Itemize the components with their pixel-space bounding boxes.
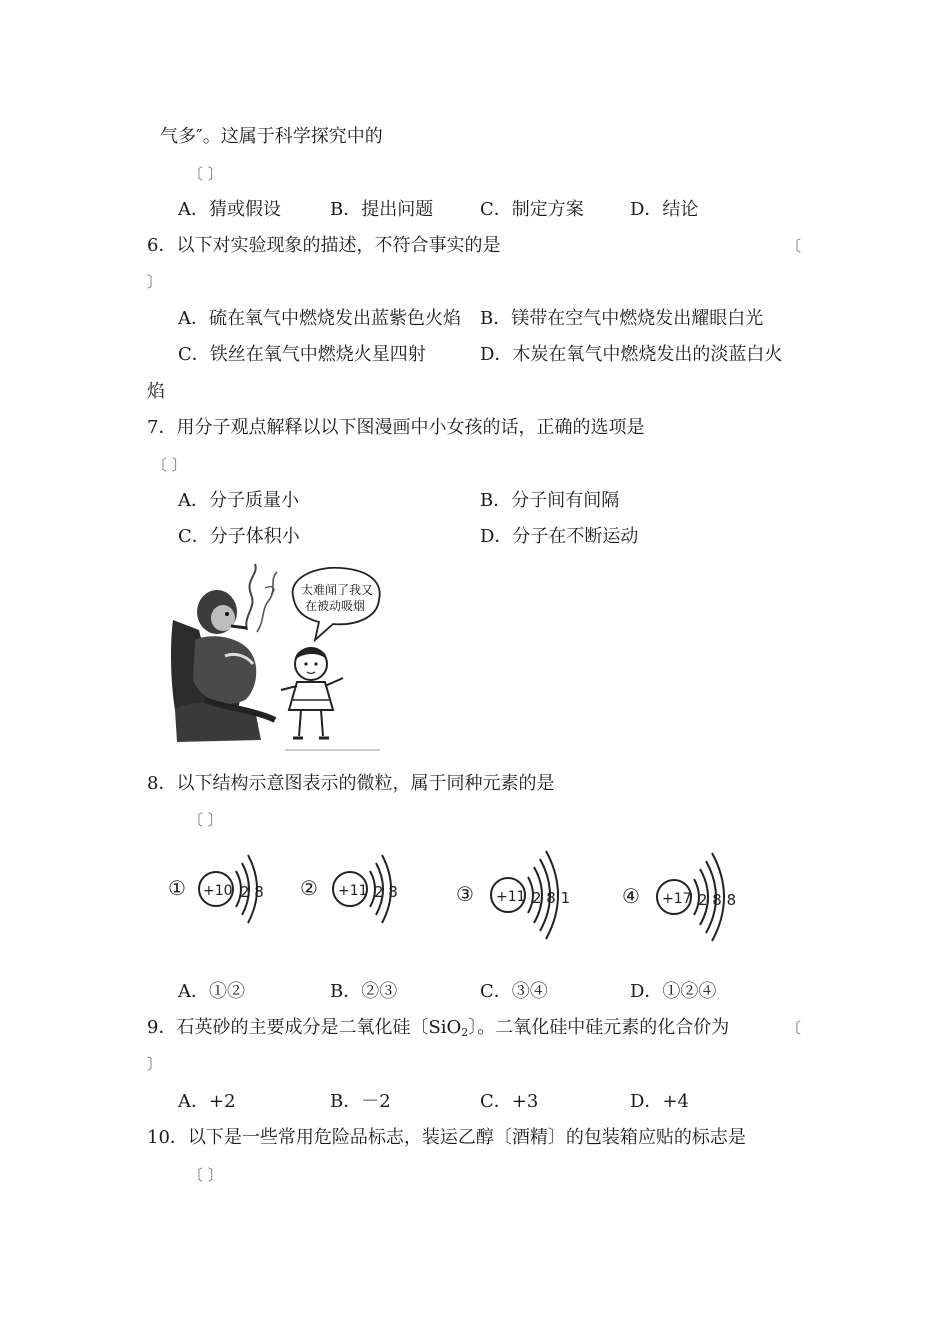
q7-option-a: A．分子质量小 (178, 490, 299, 511)
atom-diagram-4 (622, 853, 736, 941)
q9-stem (147, 1016, 729, 1045)
atom-2-nucleus: +11 (338, 883, 368, 899)
q5-option-a: A．猜或假设 (178, 199, 281, 220)
q8-option-a: A．①② (178, 981, 245, 1002)
q6-option-d-wrap: 焰 (147, 381, 165, 402)
atom-4-index: ④ (622, 884, 640, 908)
q6-bracket-open: 〔 (786, 237, 802, 255)
atom-4-shells: 2 8 8 (698, 891, 737, 909)
q8-option-d: D．①②④ (630, 981, 717, 1002)
q9-option-b: B．－2 (330, 1091, 391, 1112)
q5-option-c: C．制定方案 (480, 199, 584, 220)
q7-answer-bracket: 〔 〕 (152, 456, 187, 474)
q7-option-b: B．分子间有间隔 (480, 490, 620, 511)
q5-answer-bracket: 〔 〕 (188, 165, 223, 183)
atom-2-shells: 2 8 (374, 883, 398, 901)
atom-3-shells: 2 8 1 (532, 889, 571, 907)
smoking-cartoon-illustration (165, 560, 385, 755)
speech-bubble-line-2: 在被动吸烟 (305, 599, 366, 613)
q6-option-b: B．镁带在空气中燃烧发出耀眼白光 (480, 308, 764, 329)
q6-stem: 6．以下对实验现象的描述，不符合事实的是 (147, 235, 501, 256)
q9-option-a: A．+2 (178, 1091, 236, 1112)
q6-option-d: D．木炭在氧气中燃烧发出的淡蓝白火 (480, 344, 783, 365)
atom-1-index: ① (168, 876, 186, 900)
q5-option-b: B．提出问题 (330, 199, 434, 220)
q9-option-d: D．+4 (630, 1091, 689, 1112)
q10-answer-bracket: 〔 〕 (188, 1166, 223, 1184)
atom-diagram-1 (168, 855, 264, 923)
q9-subscript: 2 (461, 1026, 469, 1039)
q7-option-d: D．分子在不断运动 (480, 526, 639, 547)
q9-bracket-open: 〔 (786, 1019, 802, 1037)
q7-stem: 7．用分子观点解释以以下图漫画中小女孩的话，正确的选项是 (147, 417, 645, 438)
q6-option-c: C．铁丝在氧气中燃烧火星四射 (178, 344, 426, 365)
q8-option-b: B．②③ (330, 981, 398, 1002)
q7-option-c: C．分子体积小 (178, 526, 300, 547)
q5-option-d: D．结论 (630, 199, 699, 220)
q9-bracket-close: 〕 (147, 1055, 163, 1073)
q9-option-c: C．+3 (480, 1091, 539, 1112)
atom-3-index: ③ (456, 882, 474, 906)
atom-diagram-3 (456, 851, 570, 939)
q6-bracket-close: 〕 (147, 273, 163, 291)
atom-3-nucleus: +11 (496, 889, 526, 905)
atom-1-shells: 2 8 (240, 883, 264, 901)
q9-stem-after: 〕。二氧化硅中硅元素的化合价为 (468, 1017, 730, 1038)
smoking-cartoon-figure (165, 560, 385, 755)
speech-bubble-line-1: 太难闻了我又 (301, 583, 374, 597)
atom-2-index: ② (300, 876, 318, 900)
q8-answer-bracket: 〔 〕 (188, 811, 223, 829)
atom-1-nucleus: +10 (203, 883, 233, 899)
q5-stem-tail: 气多″。这属于科学探究中的 (160, 126, 383, 147)
q8-option-c: C．③④ (480, 981, 548, 1002)
q8-stem: 8．以下结构示意图表示的微粒，属于同种元素的是 (147, 773, 555, 794)
q10-stem: 10．以下是一些常用危险品标志，装运乙醇〔酒精〕的包装箱应贴的标志是 (147, 1127, 746, 1148)
atomic-structure-diagrams (160, 845, 760, 945)
atom-4-nucleus: +17 (662, 891, 692, 907)
q6-option-a: A．硫在氧气中燃烧发出蓝紫色火焰 (178, 308, 461, 329)
q9-stem-before: 9．石英砂的主要成分是二氧化硅〔SiO (147, 1017, 462, 1038)
atom-diagram-2 (300, 855, 398, 923)
